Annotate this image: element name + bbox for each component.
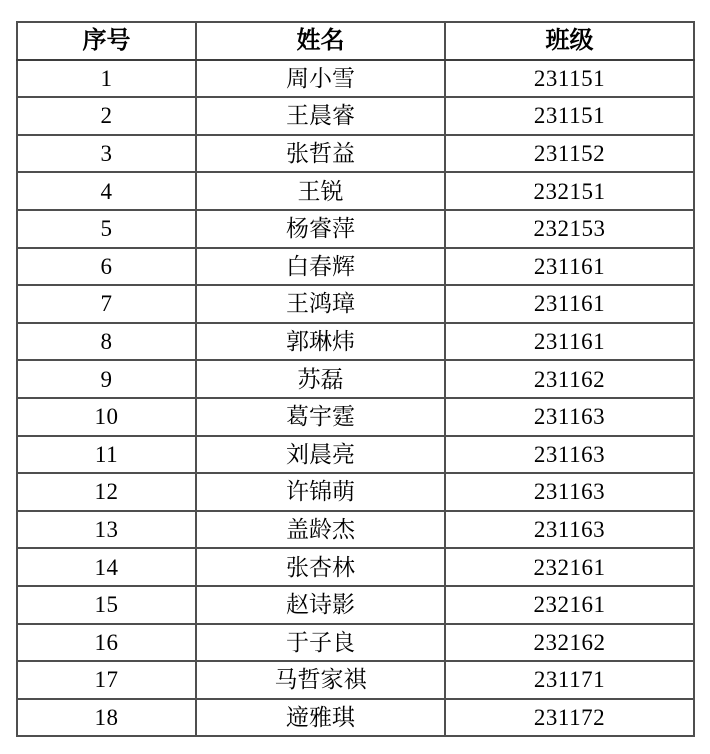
name-cell: 王晨睿	[196, 97, 445, 135]
table-row	[17, 248, 694, 286]
table-row	[17, 548, 694, 586]
class-cell: 232161	[445, 586, 694, 624]
student-roster-table	[16, 21, 695, 737]
table-row	[17, 624, 694, 662]
table-row	[17, 473, 694, 511]
class-cell: 231163	[445, 398, 694, 436]
name-cell: 王锐	[196, 172, 445, 210]
name-cell: 杨睿萍	[196, 210, 445, 248]
class-cell: 231161	[445, 285, 694, 323]
class-cell: 232162	[445, 624, 694, 662]
header-class: 班级	[445, 22, 694, 60]
table-row	[17, 661, 694, 699]
class-cell: 231161	[445, 323, 694, 361]
table-row	[17, 436, 694, 474]
table-row	[17, 511, 694, 549]
serial-cell: 15	[17, 586, 196, 624]
name-cell: 于子良	[196, 624, 445, 662]
name-cell: 郭琳炜	[196, 323, 445, 361]
name-cell: 马哲家祺	[196, 661, 445, 699]
name-cell: 刘晨亮	[196, 436, 445, 474]
class-cell: 231162	[445, 360, 694, 398]
table-body	[17, 60, 694, 737]
class-cell: 232151	[445, 172, 694, 210]
name-cell: 张哲益	[196, 135, 445, 173]
name-cell: 葛宇霆	[196, 398, 445, 436]
serial-cell: 11	[17, 436, 196, 474]
name-cell: 盖龄杰	[196, 511, 445, 549]
table-row	[17, 60, 694, 98]
serial-cell: 12	[17, 473, 196, 511]
serial-cell: 17	[17, 661, 196, 699]
name-cell: 周小雪	[196, 60, 445, 98]
class-cell: 231163	[445, 436, 694, 474]
header-row	[17, 22, 694, 60]
class-cell: 231161	[445, 248, 694, 286]
table-row	[17, 586, 694, 624]
serial-cell: 10	[17, 398, 196, 436]
table-row	[17, 360, 694, 398]
class-cell: 231163	[445, 511, 694, 549]
serial-cell: 6	[17, 248, 196, 286]
serial-cell: 18	[17, 699, 196, 737]
serial-cell: 2	[17, 97, 196, 135]
serial-cell: 3	[17, 135, 196, 173]
serial-cell: 13	[17, 511, 196, 549]
class-cell: 231151	[445, 60, 694, 98]
class-cell: 231172	[445, 699, 694, 737]
serial-cell: 14	[17, 548, 196, 586]
name-cell: 遆雅琪	[196, 699, 445, 737]
table-row	[17, 210, 694, 248]
table-row	[17, 172, 694, 210]
class-cell: 231152	[445, 135, 694, 173]
class-cell: 231171	[445, 661, 694, 699]
class-cell: 232153	[445, 210, 694, 248]
class-cell: 231163	[445, 473, 694, 511]
class-cell: 231151	[445, 97, 694, 135]
name-cell: 苏磊	[196, 360, 445, 398]
header-name: 姓名	[196, 22, 445, 60]
table-row	[17, 398, 694, 436]
name-cell: 张杏林	[196, 548, 445, 586]
table-row	[17, 135, 694, 173]
class-cell: 232161	[445, 548, 694, 586]
serial-cell: 5	[17, 210, 196, 248]
serial-cell: 8	[17, 323, 196, 361]
name-cell: 赵诗影	[196, 586, 445, 624]
serial-cell: 7	[17, 285, 196, 323]
table-row	[17, 323, 694, 361]
serial-cell: 1	[17, 60, 196, 98]
name-cell: 许锦萌	[196, 473, 445, 511]
header-serial: 序号	[17, 22, 196, 60]
serial-cell: 16	[17, 624, 196, 662]
serial-cell: 4	[17, 172, 196, 210]
name-cell: 王鸿璋	[196, 285, 445, 323]
table-row	[17, 699, 694, 737]
table-row	[17, 285, 694, 323]
name-cell: 白春辉	[196, 248, 445, 286]
serial-cell: 9	[17, 360, 196, 398]
table-row	[17, 97, 694, 135]
